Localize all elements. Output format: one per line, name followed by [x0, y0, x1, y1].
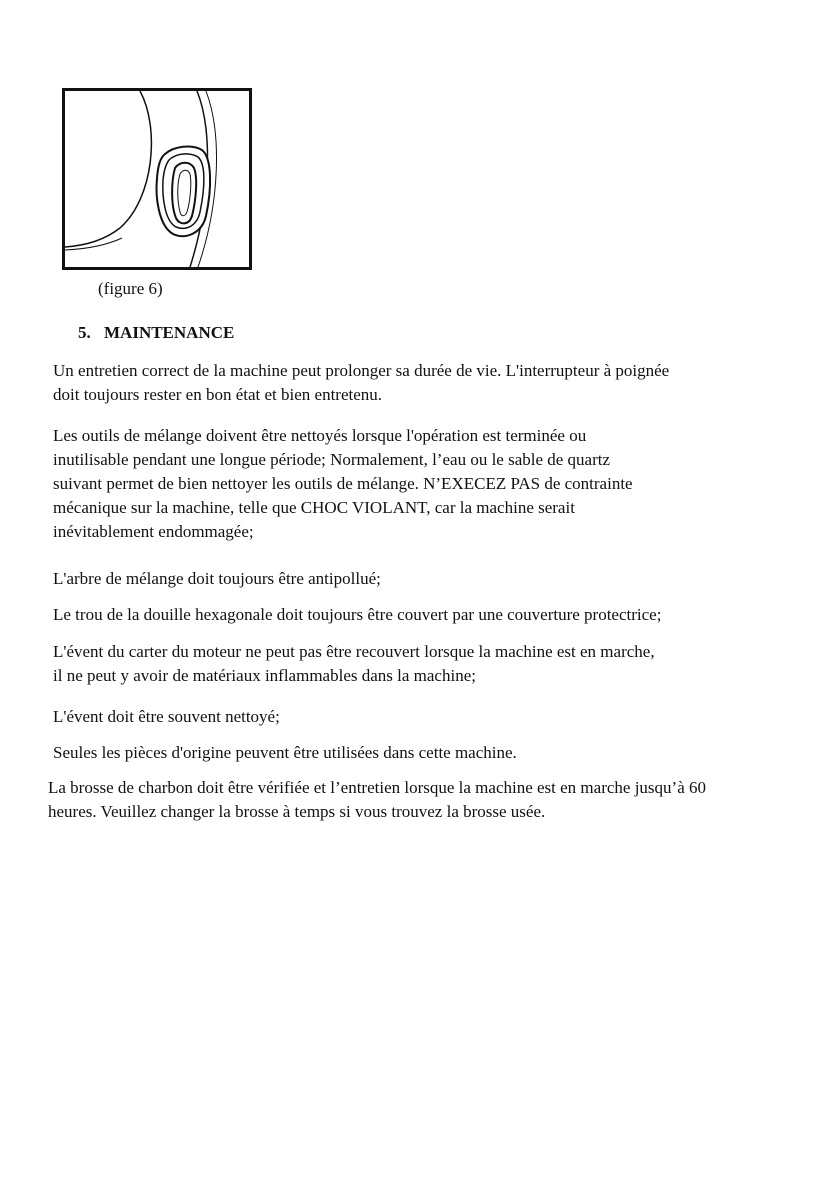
paragraph-line: L'évent du carter du moteur ne peut pas être recouvert lorsque la machine est en marche,	[53, 642, 655, 661]
figure-6-illustration	[62, 88, 252, 270]
paragraph-line: doit toujours rester en bon état et bien entretenu.	[53, 385, 383, 404]
paragraph-mixing-shaft	[53, 567, 381, 591]
figure-caption: (figure 6)	[98, 279, 163, 298]
paragraph-line: La brosse de charbon doit être vérifiée et l’entretien lorsque la machine est en marche jusqu’à 60	[48, 778, 707, 797]
paragraph-line: mécanique sur la machine, telle que CHOC VIOLANT, car la machine serait	[53, 498, 575, 517]
section-title: MAINTENANCE	[104, 323, 235, 342]
paragraph-intro	[53, 359, 669, 407]
paragraph-line: heures. Veuillez changer la brosse à temps si vous trouvez la brosse usée.	[48, 802, 546, 821]
paragraph-line: Les outils de mélange doivent être nettoyés lorsque l'opération est terminée ou	[53, 426, 587, 445]
handle-switch-drawing	[62, 88, 252, 270]
paragraph-line: L'évent doit être souvent nettoyé;	[53, 707, 280, 726]
paragraph-line: suivant permet de bien nettoyer les outils de mélange. N’EXECEZ PAS de contrainte	[53, 474, 633, 493]
paragraph-line: inutilisable pendant une longue période; Normalement, l’eau ou le sable de quartz	[53, 450, 611, 469]
paragraph-mixing-tools	[53, 424, 633, 544]
paragraph-vent-cleaning	[53, 705, 280, 729]
paragraph-carbon-brush	[48, 776, 706, 824]
paragraph-line: Seules les pièces d'origine peuvent être utilisées dans cette machine.	[53, 743, 517, 762]
section-heading	[78, 323, 234, 343]
paragraph-line: inévitablement endommagée;	[53, 522, 254, 541]
paragraph-line: L'arbre de mélange doit toujours être antipollué;	[53, 569, 381, 588]
section-number: 5.	[78, 323, 91, 342]
paragraph-line: Le trou de la douille hexagonale doit toujours être couvert par une couverture protectrice;	[53, 605, 662, 624]
paragraph-hex-socket	[53, 603, 661, 627]
paragraph-line: il ne peut y avoir de matériaux inflammables dans la machine;	[53, 666, 476, 685]
paragraph-original-parts	[53, 741, 517, 765]
paragraph-motor-vent	[53, 640, 655, 688]
paragraph-line: Un entretien correct de la machine peut prolonger sa durée de vie. L'interrupteur à poignée	[53, 361, 670, 380]
